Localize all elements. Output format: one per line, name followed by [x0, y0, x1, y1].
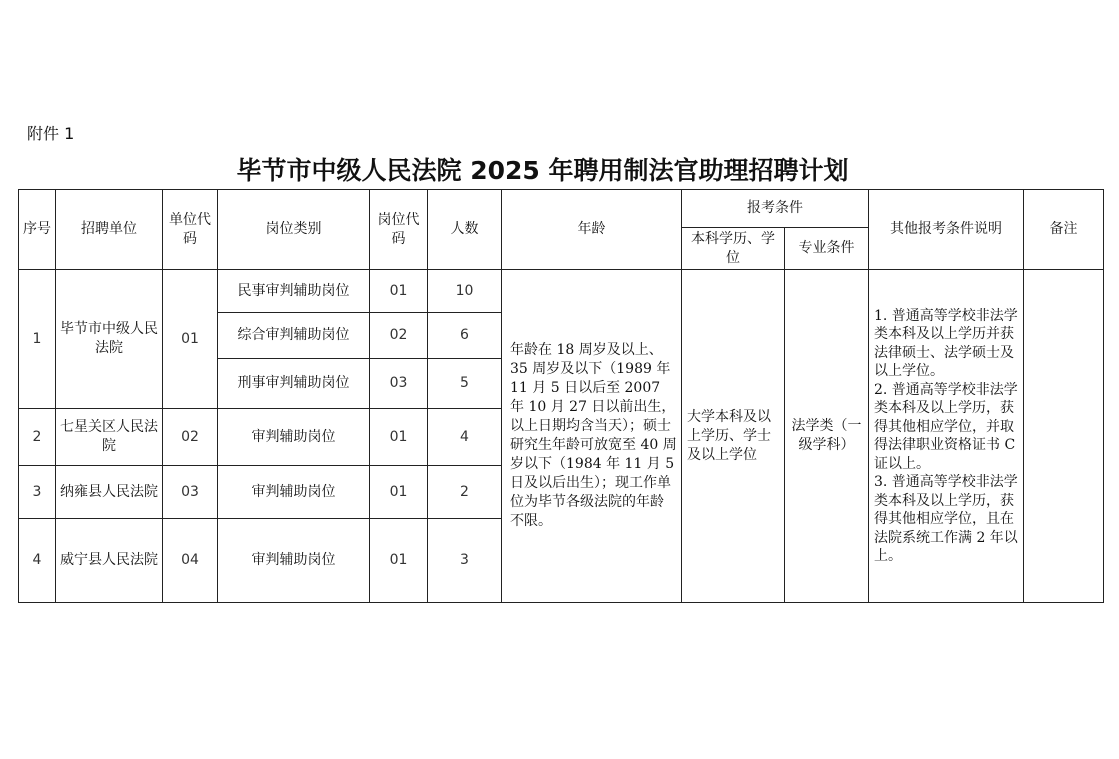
table-row	[19, 270, 1104, 313]
row-count: 6	[428, 313, 502, 359]
header-post-code: 岗位代码	[370, 190, 428, 270]
remarks-cell	[1024, 270, 1104, 603]
major-text: 法学类（一级学科）	[791, 418, 862, 453]
row-post-code: 03	[370, 359, 428, 409]
row-post-type: 审判辅助岗位	[218, 519, 370, 603]
header-unit: 招聘单位	[56, 190, 163, 270]
recruitment-table	[18, 189, 1104, 603]
row-post-type: 综合审判辅助岗位	[218, 313, 370, 359]
row-unit-code: 02	[163, 409, 218, 466]
row-count: 3	[428, 519, 502, 603]
row-seq: 3	[19, 466, 56, 519]
row-post-code: 02	[370, 313, 428, 359]
row-count: 5	[428, 359, 502, 409]
row-post-code: 01	[370, 466, 428, 519]
row-unit: 纳雍县人民法院	[56, 466, 163, 519]
header-unit-code: 单位代码	[163, 190, 218, 270]
header-other: 其他报考条件说明	[869, 190, 1024, 270]
age-text: 年龄在 18 周岁及以上、35 周岁及以下（1989 年 11 月 5 日以后至 2007 年 10 月 27 日以前出生，以上日期均含当天）；硕士研究生年龄可放宽至 40 周岁以下（1984 年 11 月 5 日及以后出生）；现工作单位为毕节各级法院的年龄不限。	[510, 342, 677, 529]
page-title: 毕节市中级人民法院 2025 年聘用制法官助理招聘计划	[236, 156, 849, 185]
header-age: 年龄	[502, 190, 682, 270]
row-post-type: 刑事审判辅助岗位	[218, 359, 370, 409]
row-post-type: 审判辅助岗位	[218, 466, 370, 519]
education-text: 大学本科及以上学历、学士及以上学位	[687, 408, 771, 463]
row-unit: 七星关区人民法院	[56, 409, 163, 466]
other-note-3: 3. 普通高等学校非法学类本科及以上学历，获得其他相应学位，且在法院系统工作满 2 年以上。	[874, 474, 1018, 564]
row-unit: 毕节市中级人民法院	[56, 270, 163, 409]
other-notes-cell	[869, 270, 1024, 603]
row-unit: 威宁县人民法院	[56, 519, 163, 603]
header-remarks: 备注	[1024, 190, 1104, 270]
header-post-type: 岗位类别	[218, 190, 370, 270]
header-conditions: 报考条件	[682, 190, 869, 228]
row-post-code: 01	[370, 519, 428, 603]
row-unit-code: 03	[163, 466, 218, 519]
row-unit-code: 01	[163, 270, 218, 409]
row-unit-code: 04	[163, 519, 218, 603]
header-major: 专业条件	[785, 228, 869, 270]
age-cell	[502, 270, 682, 603]
row-post-type: 民事审判辅助岗位	[218, 270, 370, 313]
row-count: 2	[428, 466, 502, 519]
header-education: 本科学历、学位	[682, 228, 785, 270]
education-cell	[682, 270, 785, 603]
row-count: 10	[428, 270, 502, 313]
row-post-code: 01	[370, 409, 428, 466]
other-note-2: 2. 普通高等学校非法学类本科及以上学历，获得其他相应学位，并取得法律职业资格证书 C 证以上。	[874, 381, 1018, 472]
row-seq: 2	[19, 409, 56, 466]
row-seq: 4	[19, 519, 56, 603]
header-count: 人数	[428, 190, 502, 270]
major-cell	[785, 270, 869, 603]
other-note-1: 1. 普通高等学校非法学类本科及以上学历并获法律硕士、法学硕士及以上学位。	[874, 307, 1018, 379]
row-count: 4	[428, 409, 502, 466]
row-seq: 1	[19, 270, 56, 409]
row-post-type: 审判辅助岗位	[218, 409, 370, 466]
header-seq: 序号	[19, 190, 56, 270]
attachment-label: 附件 1	[27, 124, 75, 143]
row-post-code: 01	[370, 270, 428, 313]
